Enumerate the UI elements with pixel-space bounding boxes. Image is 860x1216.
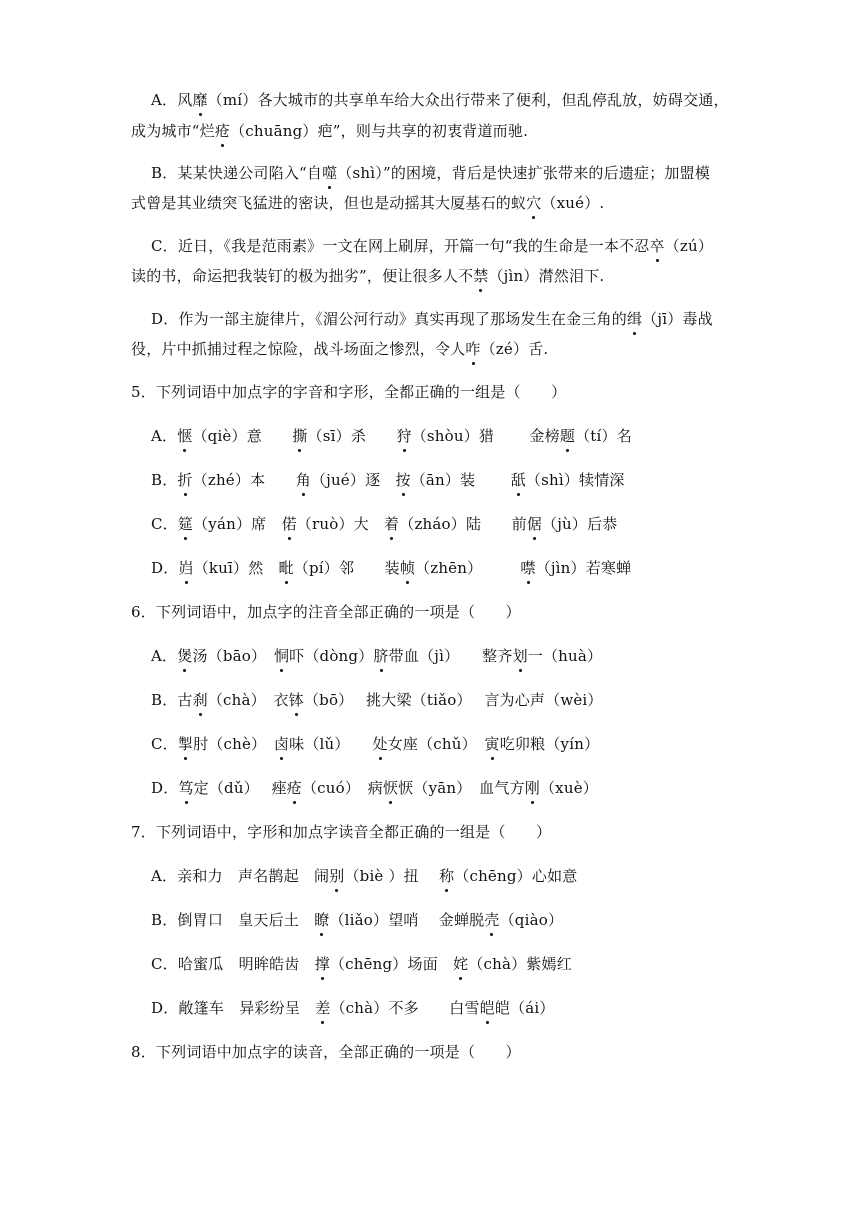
- text-run: （qiè）意: [192, 427, 293, 445]
- text-run: （zú）: [664, 237, 714, 255]
- text-line: [151, 689, 603, 711]
- text-run: B．倒胃口 皇天后土: [151, 911, 315, 929]
- text-line: [151, 513, 618, 535]
- text-run: （kuī）然: [193, 559, 279, 577]
- text-run: （chēng）场面: [329, 955, 454, 973]
- text-run: A．亲和力 声名鹊起 闹: [151, 867, 330, 885]
- dotted-character: 瞭: [314, 911, 330, 929]
- dotted-character: 偌: [281, 515, 297, 533]
- text-run: （jī）毒战: [642, 310, 713, 328]
- dotted-character: 煲: [177, 647, 193, 665]
- text-run: （ruò）大: [296, 515, 385, 533]
- dotted-character: 处: [372, 735, 388, 753]
- text-line: [131, 192, 604, 214]
- text-run: （cuó） 病: [301, 779, 383, 797]
- text-run: D．: [151, 559, 179, 577]
- dotted-character: 划: [512, 647, 528, 665]
- text-run: 恹（yān） 血气方: [398, 779, 525, 797]
- text-line: [151, 865, 577, 887]
- dotted-character: 恫: [273, 647, 290, 665]
- text-run: 吓（dòng）: [289, 647, 374, 665]
- dotted-character: 刚: [524, 779, 540, 797]
- text-run: 役，片中抓捕过程之惊险，战斗场面之惨烈，令人: [131, 340, 466, 358]
- text-run: 定（dǔ） 痤: [193, 779, 287, 797]
- text-run: （shì）”的困境，背后是快速扩张带来的后遗症；加盟模: [337, 164, 711, 182]
- text-run: （jù）后恭: [542, 515, 618, 533]
- dotted-character: 疮: [286, 779, 302, 797]
- dotted-character: 缉: [626, 310, 643, 328]
- text-run: C．哈蜜瓜 明眸皓齿: [151, 955, 315, 973]
- dotted-character: 皑: [479, 999, 495, 1017]
- text-run: C．近日，《我是范雨素》一文在网上刷屏，开篇一句“我的生命是一本不忍: [151, 237, 650, 255]
- text-run: D．作为一部主旋律片，《湄公河行动》真实再现了那场发生在金三角的: [151, 310, 627, 328]
- dotted-character: 舐: [510, 471, 526, 489]
- text-run: （chà）紫嫣红: [468, 955, 572, 973]
- text-run: 大梁（tiǎo） 言为心声（wèi）: [381, 691, 603, 709]
- text-run: （xué）.: [541, 194, 605, 212]
- text-run: D．敞篷车 异彩纷呈: [151, 999, 316, 1017]
- text-run: 6．下列词语中，加点字的注音全部正确的一项是（ ）: [131, 603, 521, 621]
- text-run: 成为城市“烂: [131, 122, 215, 140]
- dotted-character: 笃: [178, 779, 194, 797]
- text-run: D．: [151, 779, 179, 797]
- dotted-character: 差: [315, 999, 331, 1017]
- dotted-character: 靡: [192, 91, 208, 109]
- dotted-character: 角: [295, 471, 311, 489]
- text-run: 7．下列词语中，字形和加点字读音全都正确的一组是（ ）: [131, 823, 552, 841]
- dotted-character: 毗: [278, 559, 294, 577]
- text-run: （chēng）心如意: [454, 867, 578, 885]
- dotted-character: 折: [177, 471, 193, 489]
- text-run: A．风: [151, 91, 193, 109]
- text-run: （tí）名: [575, 427, 632, 445]
- text-line: [151, 235, 713, 257]
- text-run: （shì）犊情深: [525, 471, 625, 489]
- text-run: 味（lǔ）: [289, 735, 373, 753]
- dotted-character: 撑: [314, 955, 330, 973]
- text-run: B．某某快递公司陷入“自: [151, 164, 323, 182]
- text-line: [151, 162, 710, 184]
- dotted-character: 刹: [192, 691, 208, 709]
- text-run: （chà） 衣: [207, 691, 289, 709]
- text-run: （zháo）陆 前: [399, 515, 527, 533]
- text-line: [131, 120, 528, 142]
- dotted-character: 别: [329, 867, 345, 885]
- text-run: 一（huà）: [527, 647, 603, 665]
- text-line: [131, 338, 548, 360]
- text-run: （zhēn）: [415, 559, 521, 577]
- text-run: （shòu）猎 金榜: [411, 427, 560, 445]
- text-run: （yán）席: [193, 515, 282, 533]
- dotted-character: 惬: [177, 427, 193, 445]
- dotted-character: 噤: [520, 559, 536, 577]
- text-line: [151, 425, 632, 447]
- dotted-character: 穴: [526, 194, 542, 212]
- text-run: A．: [151, 427, 178, 445]
- dotted-character: 脐: [373, 647, 389, 665]
- dotted-character: 噬: [322, 164, 338, 182]
- dotted-character: 题: [559, 427, 576, 445]
- text-run: 式曾是其业绩突飞猛进的密诀，但也是动摇其大厦基石的蚁: [131, 194, 527, 212]
- text-line: [151, 777, 598, 799]
- text-run: A．: [151, 647, 178, 665]
- text-run: （liǎo）望哨 金蝉脱: [329, 911, 485, 929]
- text-run: B．古: [151, 691, 193, 709]
- text-line: [151, 733, 599, 755]
- text-run: 肘（chè）: [193, 735, 274, 753]
- text-run: （jìn）潸然泪下.: [488, 267, 605, 285]
- text-run: （mí）各大城市的共享单车给大众出行带来了便利，但乱停乱放，妨碍交通，: [207, 91, 729, 109]
- dotted-character: 姹: [453, 955, 469, 973]
- dotted-character: 着: [384, 515, 400, 533]
- text-run: C．: [151, 515, 178, 533]
- text-line: [131, 821, 551, 843]
- dotted-character: 寅: [484, 735, 500, 753]
- text-run: （sī）杀: [307, 427, 397, 445]
- dotted-character: 狩: [396, 427, 412, 445]
- text-run: 读的书，命运把我装钉的极为拙劣”，便让很多人不: [131, 267, 474, 285]
- text-run: （bō） 挑: [303, 691, 382, 709]
- dotted-character: 卤: [273, 735, 290, 753]
- text-line: [151, 308, 713, 330]
- text-run: （chuāng）疤”，则与共享的初衷背道而驰.: [230, 122, 529, 140]
- text-line: [151, 89, 729, 111]
- dotted-character: 称: [439, 867, 455, 885]
- dotted-character: 卒: [649, 237, 665, 255]
- dotted-character: 岿: [178, 559, 194, 577]
- dotted-character: 掣: [177, 735, 194, 753]
- text-run: （xuè）: [539, 779, 598, 797]
- text-line: [131, 381, 566, 403]
- text-run: C．: [151, 735, 178, 753]
- text-line: [131, 1041, 521, 1063]
- text-run: （zé）舌.: [480, 340, 549, 358]
- text-run: （biè ）扭: [344, 867, 440, 885]
- dotted-character: 帧: [399, 559, 416, 577]
- text-line: [151, 909, 563, 931]
- text-run: 带血（jì） 整齐: [388, 647, 513, 665]
- text-line: [151, 997, 555, 1019]
- text-run: 8．下列词语中加点字的读音，全部正确的一项是（ ）: [131, 1043, 521, 1061]
- dotted-character: 咋: [465, 340, 481, 358]
- text-run: （pí）邻 装: [293, 559, 400, 577]
- text-run: （jué）逐: [310, 471, 396, 489]
- text-run: （jìn）若寒蝉: [535, 559, 632, 577]
- dotted-character: 筵: [177, 515, 194, 533]
- dotted-character: 恹: [382, 779, 399, 797]
- text-run: （ān）装: [410, 471, 511, 489]
- text-run: （chà）不多 白雪: [330, 999, 480, 1017]
- text-line: [151, 469, 625, 491]
- text-run: B．: [151, 471, 178, 489]
- text-line: [131, 601, 521, 623]
- text-run: 汤（bāo）: [192, 647, 274, 665]
- text-line: [151, 953, 572, 975]
- dotted-character: 钵: [288, 691, 304, 709]
- dotted-character: 疮: [214, 122, 231, 140]
- text-run: 吃卯粮（yín）: [499, 735, 600, 753]
- dotted-character: 按: [395, 471, 411, 489]
- dotted-character: 壳: [484, 911, 500, 929]
- dotted-character: 倨: [526, 515, 542, 533]
- text-run: 女座（chǔ）: [387, 735, 485, 753]
- text-run: 皑（ái）: [494, 999, 555, 1017]
- text-line: [151, 557, 631, 579]
- dotted-character: 撕: [292, 427, 308, 445]
- text-run: （zhé）本: [192, 471, 296, 489]
- text-line: [131, 265, 604, 287]
- text-run: 5．下列词语中加点字的字音和字形，全都正确的一组是（ ）: [131, 383, 567, 401]
- text-line: [151, 645, 602, 667]
- text-run: （qiào）: [499, 911, 564, 929]
- dotted-character: 禁: [473, 267, 489, 285]
